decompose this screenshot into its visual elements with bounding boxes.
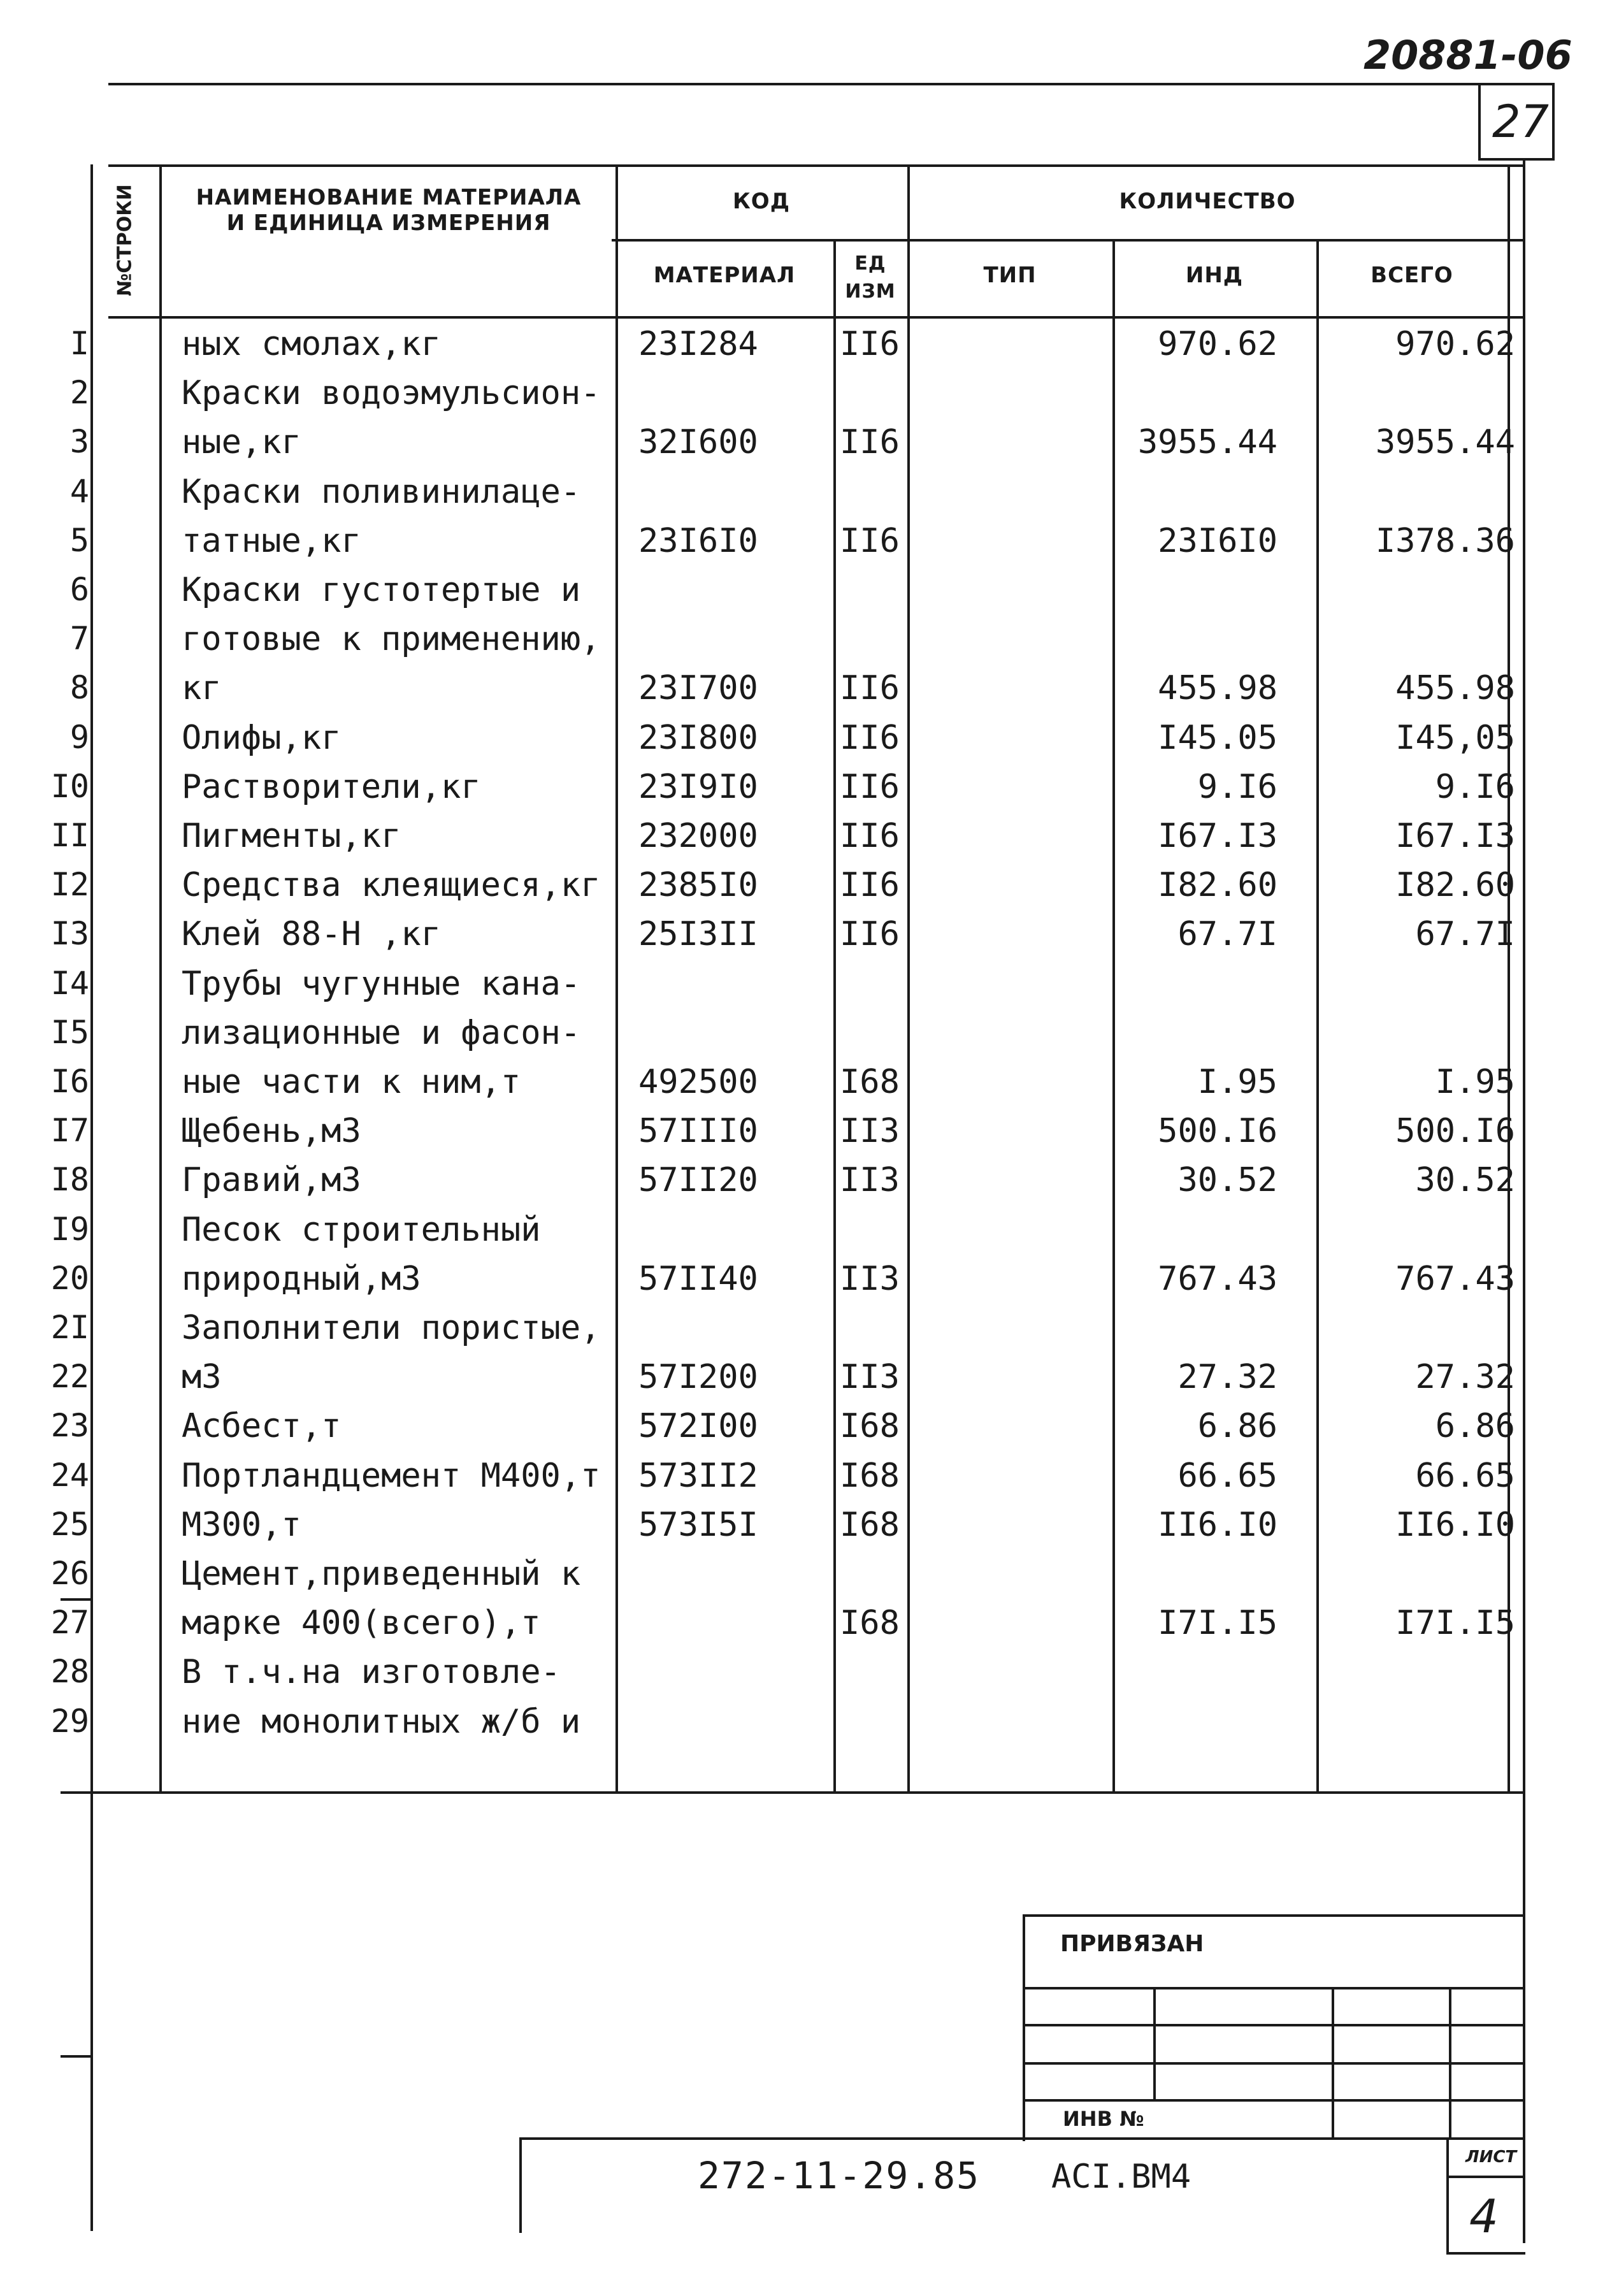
row-number: II [50, 817, 89, 854]
quantity-total: I67.I3 [1395, 817, 1515, 855]
page-box-right [1552, 83, 1555, 159]
stamp-sheet-number: 4 [1469, 2190, 1499, 2243]
material-name: татные,кг [182, 522, 361, 560]
quantity-total: I45,05 [1395, 719, 1515, 757]
unit-code: I68 [840, 1506, 900, 1544]
stamp-col-2 [1332, 1987, 1334, 2137]
quantity-ind: 3955.44 [1137, 423, 1277, 461]
left-frame [90, 1791, 93, 2231]
unit-code: II6 [840, 866, 900, 904]
table-row [0, 1358, 1619, 1403]
material-name: Гравий,м3 [182, 1161, 361, 1199]
unit-code: I68 [840, 1407, 900, 1445]
row-number: I8 [50, 1161, 89, 1198]
material-code: 23I284 [638, 325, 758, 363]
material-code: 23I800 [638, 719, 758, 757]
quantity-ind: 9.I6 [1197, 768, 1277, 806]
material-name: Трубы чугунные кана- [182, 965, 581, 1003]
title-block-left [519, 2137, 522, 2233]
material-name: Растворители,кг [182, 768, 481, 806]
title-block-bottom [1446, 2252, 1525, 2255]
material-name: Асбест,т [182, 1407, 342, 1445]
quantity-total: 67.7I [1415, 915, 1515, 953]
row-number: 3 [69, 423, 89, 460]
material-code: 573II2 [638, 1457, 758, 1495]
unit-code: II3 [840, 1358, 900, 1396]
stamp-sheet-label: ЛИСТ [1465, 2148, 1517, 2167]
quantity-ind: I45.05 [1158, 719, 1277, 757]
table-row [0, 1014, 1619, 1058]
material-code: 25I3II [638, 915, 758, 953]
table-row [0, 423, 1619, 468]
header-ind: ИНД [1185, 263, 1244, 288]
row-number: 9 [69, 719, 89, 756]
material-code: 57III0 [638, 1112, 758, 1150]
table-row [0, 1407, 1619, 1452]
row-number: 4 [69, 473, 89, 510]
quantity-ind: 500.I6 [1158, 1112, 1277, 1150]
material-name: природный,м3 [182, 1260, 421, 1298]
quantity-ind: 67.7I [1177, 915, 1277, 953]
material-name: Олифы,кг [182, 719, 342, 757]
material-code: 23I6I0 [638, 522, 758, 560]
material-code: 232000 [638, 817, 758, 855]
table-row [0, 1457, 1619, 1501]
quantity-ind: 66.65 [1177, 1457, 1277, 1495]
material-name: марке 400(всего),т [182, 1604, 541, 1642]
table-row [0, 669, 1619, 714]
row-number: I0 [50, 768, 89, 805]
page-box-bottom [1478, 158, 1555, 161]
material-name: кг [182, 669, 222, 707]
row-number: 20 [50, 1260, 89, 1297]
quantity-ind: 23I6I0 [1158, 522, 1277, 560]
quantity-ind: 30.52 [1177, 1161, 1277, 1199]
unit-code: II3 [840, 1260, 900, 1298]
title-block-top [519, 2137, 1525, 2140]
quantity-total: I.95 [1435, 1063, 1515, 1101]
material-name: готовые к применению, [182, 620, 601, 658]
material-name: ных смолах,кг [182, 325, 441, 363]
quantity-total: I378.36 [1375, 522, 1515, 560]
row-number: I9 [50, 1211, 89, 1248]
row-number: 22 [50, 1358, 89, 1395]
quantity-total: 30.52 [1415, 1161, 1515, 1199]
quantity-total: I82.60 [1395, 866, 1515, 904]
material-name: Средства клеящиеся,кг [182, 866, 601, 904]
unit-code: II6 [840, 325, 900, 363]
quantity-ind: 767.43 [1158, 1260, 1277, 1298]
quantity-ind: I.95 [1197, 1063, 1277, 1101]
quantity-total: 455.98 [1395, 669, 1515, 707]
row-number: I4 [50, 965, 89, 1002]
material-name: Заполнители пористые, [182, 1309, 601, 1347]
unit-code: I68 [840, 1604, 900, 1642]
quantity-ind: 455.98 [1158, 669, 1277, 707]
page-number: 27 [1492, 96, 1550, 148]
table-row [0, 768, 1619, 812]
unit-code: I68 [840, 1457, 900, 1495]
unit-code: II6 [840, 817, 900, 855]
sheet-box-mid [1446, 2176, 1525, 2178]
quantity-total: 3955.44 [1375, 423, 1515, 461]
top-rule [108, 83, 1555, 85]
header-material: МАТЕРИАЛ [653, 263, 796, 288]
stamp-code: 272-11-29.85 [698, 2154, 981, 2197]
header-code: КОД [733, 189, 790, 214]
quantity-total: 9.I6 [1435, 768, 1515, 806]
unit-code: II6 [840, 423, 900, 461]
table-row [0, 1506, 1619, 1550]
unit-code: II6 [840, 915, 900, 953]
stamp-col-3 [1449, 1987, 1451, 2137]
header-bottom-rule [108, 316, 1523, 319]
stamp-inv-label: ИНВ № [1063, 2107, 1144, 2131]
stamp-left [1023, 1914, 1025, 2141]
table-row [0, 374, 1619, 419]
material-name: Цемент,приведенный к [182, 1555, 581, 1593]
table-row [0, 571, 1619, 616]
row-number: I7 [50, 1112, 89, 1149]
table-row [0, 866, 1619, 911]
unit-code: II6 [840, 522, 900, 560]
material-code: 23I9I0 [638, 768, 758, 806]
row-number: 5 [69, 522, 89, 559]
table-row [0, 817, 1619, 862]
row-number: 7 [69, 620, 89, 657]
table-row [0, 965, 1619, 1009]
material-name: Песок строительный [182, 1211, 541, 1249]
row-number: 28 [50, 1653, 89, 1690]
unit-code: II3 [840, 1112, 900, 1150]
table-row [0, 1112, 1619, 1157]
material-name: Портландцемент М400,т [182, 1457, 601, 1495]
table-row [0, 473, 1619, 517]
material-code: 57I200 [638, 1358, 758, 1396]
material-code: 57II40 [638, 1260, 758, 1298]
table-row [0, 1211, 1619, 1255]
stamp-col-1 [1153, 1987, 1156, 2099]
table-row [0, 1703, 1619, 1747]
material-name: м3 [182, 1358, 222, 1396]
stamp-privyazan: ПРИВЯЗАН [1060, 1931, 1204, 1957]
material-name: М300,т [182, 1506, 301, 1544]
material-code: 492500 [638, 1063, 758, 1101]
material-code: 57II20 [638, 1161, 758, 1199]
margin-tick-1 [61, 1598, 92, 1601]
row-number: 6 [69, 571, 89, 608]
table-row [0, 1653, 1619, 1698]
material-name: Клей 88-Н ,кг [182, 915, 441, 953]
material-name: Краски поливинилаце- [182, 473, 581, 511]
table-row [0, 1260, 1619, 1304]
material-name: Пигменты,кг [182, 817, 401, 855]
row-number: 2 [69, 374, 89, 411]
material-name: Краски густотертые и [182, 571, 581, 609]
unit-code: I68 [840, 1063, 900, 1101]
sheet-box-left [1446, 2137, 1449, 2253]
table-row [0, 719, 1619, 763]
table-row [0, 620, 1619, 665]
unit-code: II6 [840, 669, 900, 707]
row-number: 26 [50, 1555, 89, 1592]
row-number: 29 [50, 1703, 89, 1740]
body-bottom-rule [61, 1791, 1525, 1794]
quantity-ind: I7I.I5 [1158, 1604, 1277, 1642]
table-row [0, 1063, 1619, 1108]
row-number: I3 [50, 915, 89, 952]
table-row [0, 325, 1619, 370]
row-number: I2 [50, 866, 89, 903]
page-box-left [1478, 83, 1481, 159]
row-number: 25 [50, 1506, 89, 1543]
material-code: 23I700 [638, 669, 758, 707]
quantity-ind: 27.32 [1177, 1358, 1277, 1396]
material-code: 32I600 [638, 423, 758, 461]
header-row-number-label: №СТРОКИ [113, 184, 136, 296]
unit-code: II6 [840, 768, 900, 806]
quantity-ind: I82.60 [1158, 866, 1277, 904]
quantity-ind: I67.I3 [1158, 817, 1277, 855]
header-unit: ЕД ИЗМ [845, 252, 896, 303]
material-name: ные части к ним,т [182, 1063, 521, 1101]
document-number: 20881-06 [1364, 32, 1572, 78]
table-row [0, 1604, 1619, 1649]
header-quantity: КОЛИЧЕСТВО [1119, 189, 1296, 214]
quantity-total: 6.86 [1435, 1407, 1515, 1445]
row-number: 23 [50, 1407, 89, 1444]
quantity-total: 767.43 [1395, 1260, 1515, 1298]
quantity-total: 66.65 [1415, 1457, 1515, 1495]
material-name: Краски водоэмульсион- [182, 374, 601, 412]
quantity-total: 27.32 [1415, 1358, 1515, 1396]
row-number: 27 [50, 1604, 89, 1641]
header-type: ТИП [983, 263, 1037, 288]
table-row [0, 522, 1619, 567]
header-name: НАИМЕНОВАНИЕ МАТЕРИАЛА И ЕДИНИЦА ИЗМЕРЕНИЯ [196, 185, 582, 236]
header-top-rule [108, 164, 1523, 167]
table-row [0, 1309, 1619, 1354]
table-row [0, 915, 1619, 960]
row-number: I [69, 325, 89, 362]
material-name: лизационные и фасон- [182, 1014, 581, 1052]
header-row-number [90, 164, 159, 316]
material-code: 573I5I [638, 1506, 758, 1544]
row-number: 24 [50, 1457, 89, 1494]
quantity-ind: 6.86 [1197, 1407, 1277, 1445]
table-row [0, 1555, 1619, 1599]
quantity-ind: II6.I0 [1158, 1506, 1277, 1544]
material-name: В т.ч.на изготовле- [182, 1653, 561, 1691]
margin-tick-2 [61, 2055, 92, 2058]
quantity-ind: 970.62 [1158, 325, 1277, 363]
table-row [0, 1161, 1619, 1206]
quantity-total: 500.I6 [1395, 1112, 1515, 1150]
stamp-top [1023, 1914, 1525, 1917]
row-number: I6 [50, 1063, 89, 1100]
unit-code: II3 [840, 1161, 900, 1199]
row-number: 8 [69, 669, 89, 706]
quantity-total: II6.I0 [1395, 1506, 1515, 1544]
header-mid-rule [612, 239, 1523, 242]
material-code: 2385I0 [638, 866, 758, 904]
row-number: I5 [50, 1014, 89, 1051]
stamp-designation: АСI.ВМ4 [1051, 2158, 1191, 2196]
quantity-total: I7I.I5 [1395, 1604, 1515, 1642]
row-number: 2I [50, 1309, 89, 1346]
unit-code: II6 [840, 719, 900, 757]
quantity-total: 970.62 [1395, 325, 1515, 363]
material-name: ние монолитных ж/б и [182, 1703, 581, 1741]
material-name: ные,кг [182, 423, 301, 461]
material-code: 572I00 [638, 1407, 758, 1445]
header-total: ВСЕГО [1371, 263, 1453, 288]
material-name: Щебень,м3 [182, 1112, 361, 1150]
